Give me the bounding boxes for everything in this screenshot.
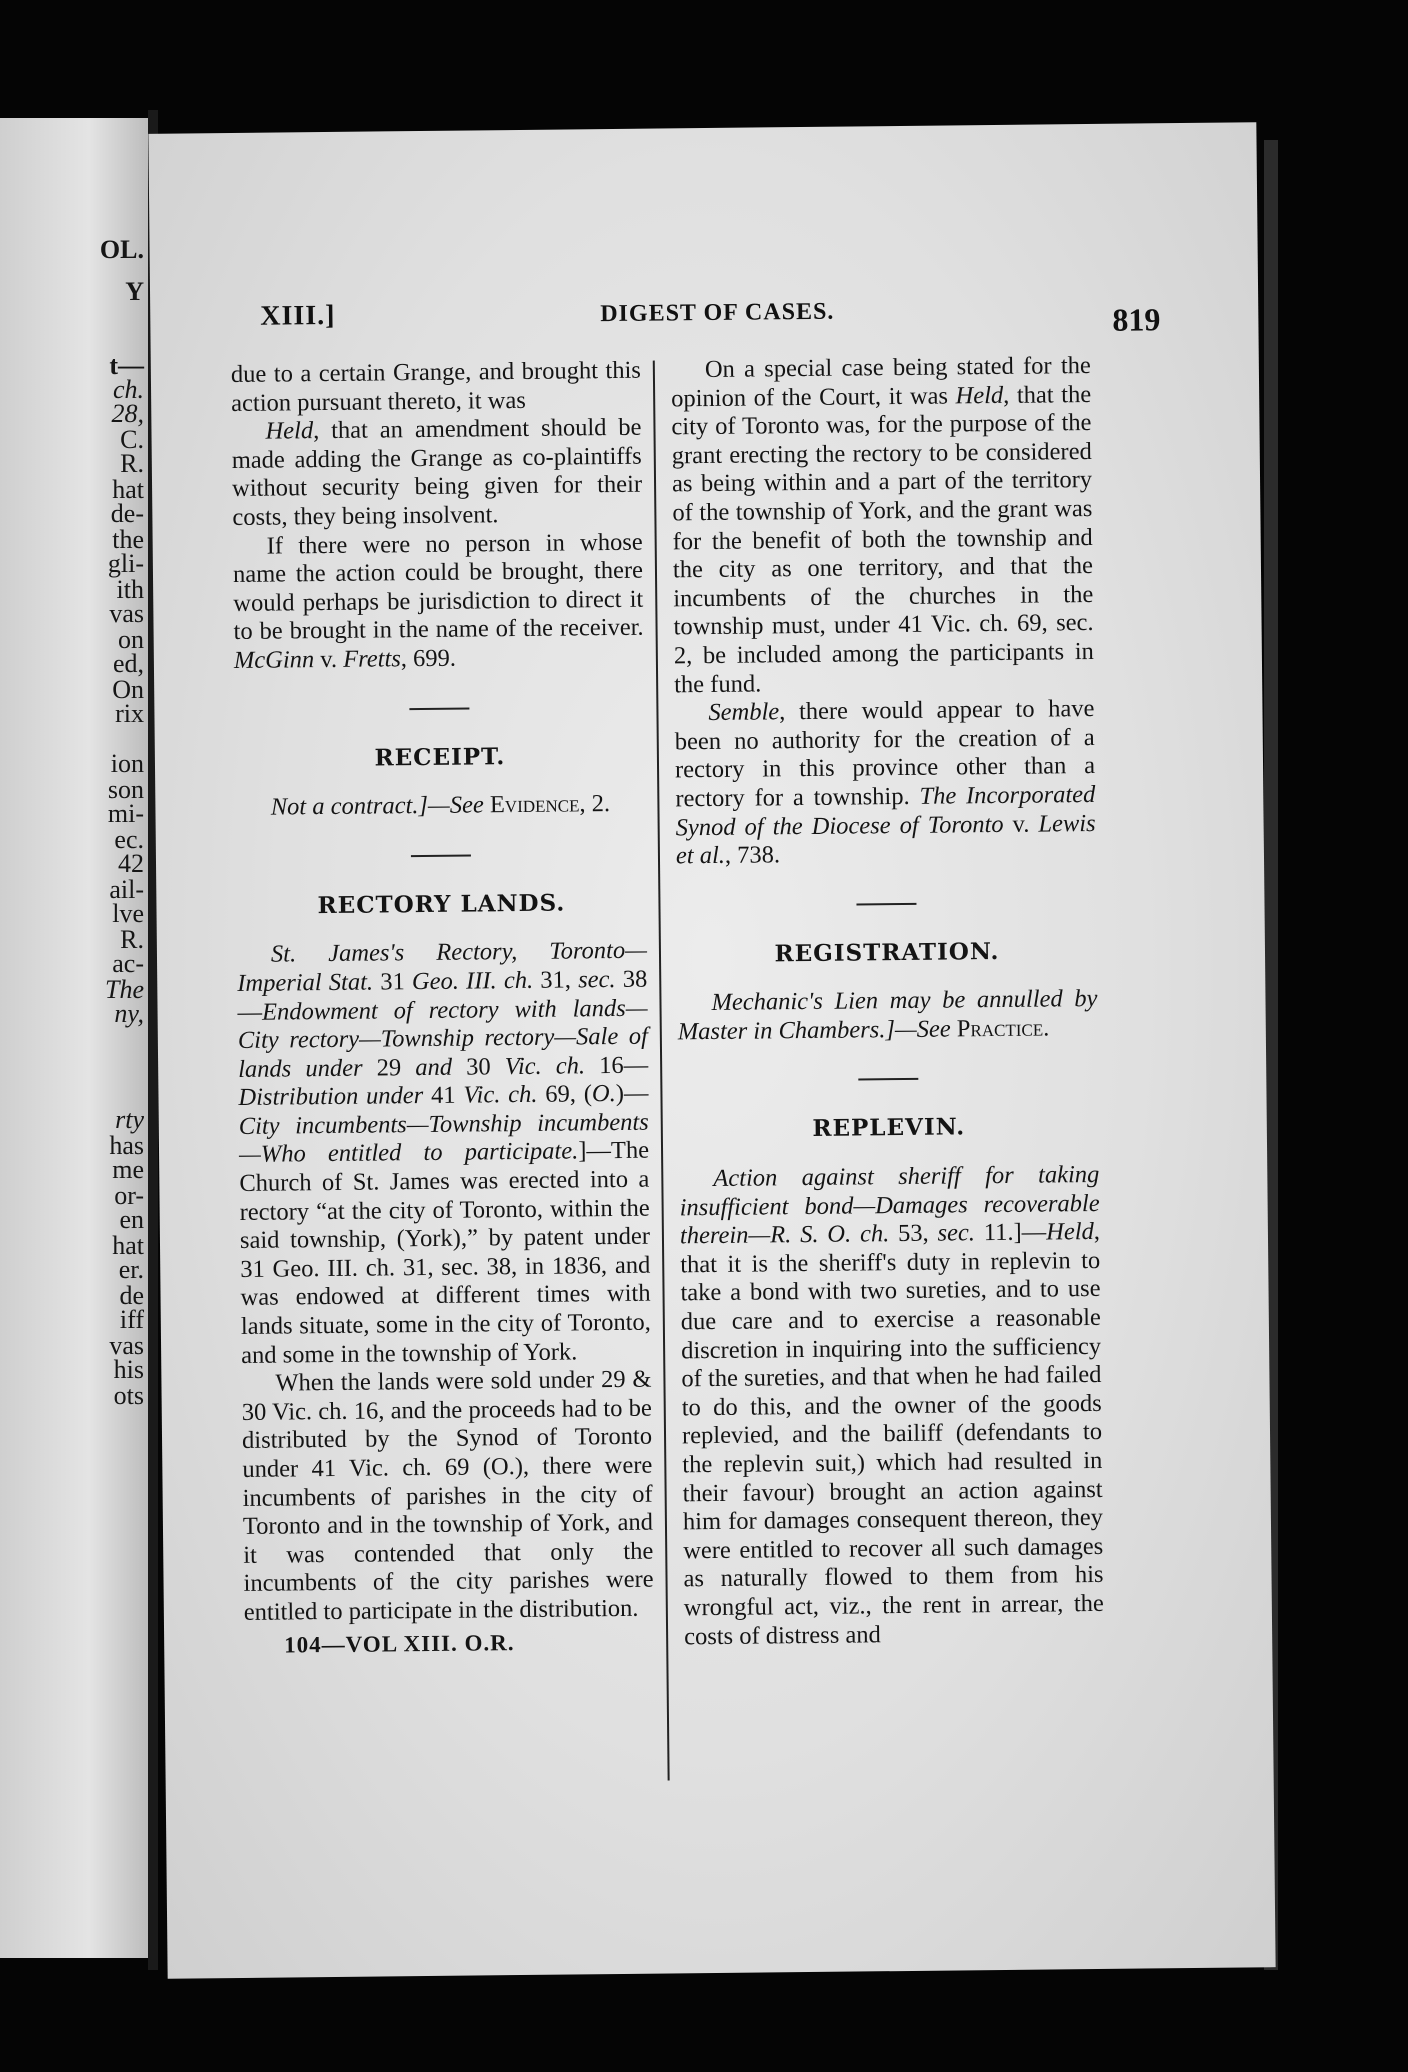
rectory-headnote-13: Distribution under — [238, 1082, 424, 1112]
page-number: 819 — [1112, 301, 1161, 338]
facing-page-text: iff — [119, 1305, 144, 1334]
page-title: DIGEST OF CASES. — [600, 298, 835, 328]
case-name: McGinn — [233, 646, 315, 674]
receipt-heading: RECEIPT. — [374, 742, 506, 772]
registration-note-end: . — [1043, 1014, 1050, 1042]
facing-page-text: ion — [110, 749, 144, 778]
facing-page-text: ed, — [112, 649, 144, 678]
rectory-headnote-16: 69, ( — [537, 1080, 593, 1109]
facing-page-text: has — [109, 1131, 144, 1160]
replevin-paragraph — [679, 1161, 1104, 1651]
facing-page-text: vas — [109, 1331, 144, 1360]
grange-held-paragraph — [231, 414, 642, 533]
rectory-headnote-4: 31, — [533, 966, 579, 994]
facing-page-text: en — [119, 1205, 144, 1234]
rectory-paragraph — [237, 937, 651, 1370]
grange-intro: due to a certain Grange, and brought this action pursuant thereto, it was — [230, 356, 642, 417]
signature-footer: 104—VOL XIII. O.R. — [284, 1629, 515, 1658]
rectory-body: ]—The Church of St. James was erected into a rectory “at the city of Toronto, within the said township, (York),” by patent under 31 Geo. III. ch. 31, sec. 38, in 1836, and was endowed at different times with lands situate, some in the city of Toronto, and some in the township of York. — [239, 1137, 651, 1369]
registration-note-ref: Practice — [956, 1014, 1044, 1043]
facing-page-text: OL. — [99, 235, 144, 264]
replevin-headnote-1: Action against sheriff for taking insufficient bond—Damages recoverable therein—R. S. O. ch. — [679, 1161, 1100, 1250]
facing-page-text: mi- — [107, 799, 144, 828]
receipt-note-see: ]—See — [418, 791, 491, 820]
facing-page-text: hat — [112, 1231, 144, 1260]
facing-page-text: ec. — [114, 825, 144, 854]
section-rule — [858, 1078, 918, 1081]
rectory-headnote-17: O. — [591, 1080, 616, 1108]
lands-sold-paragraph: When the lands were sold under 29 & 30 Vic. ch. 16, and the proceeds had to be distributed by the Synod of Toronto under 41 Vic. ch. 69 (O.), there were incumbents of parishes in the city of Toronto and in the township of York, and it was contended that only the incumbents of the city parishes were entitled to participate in the distribution. — [241, 1365, 654, 1626]
facing-page-text: the — [112, 525, 144, 554]
receipt-note-ref: Evidence — [489, 790, 580, 819]
receipt-note-italic: Not a contract. — [270, 792, 419, 821]
case-name: The Incorporated Synod of the Diocese of Toronto — [675, 780, 1096, 841]
column-divider — [653, 361, 670, 1781]
registration-note — [677, 985, 1098, 1047]
case-name-2: Fretts — [343, 645, 401, 673]
facing-page-text: ac- — [112, 949, 144, 978]
facing-page-text: son — [107, 775, 144, 804]
facing-page-text: his — [113, 1355, 144, 1384]
rectory-headnote-9: and — [415, 1053, 453, 1081]
special-case-paragraph — [671, 352, 1095, 700]
receipt-note-end: , 2. — [579, 790, 611, 818]
case-page: , 699. — [400, 644, 457, 673]
section-rule — [411, 854, 471, 857]
held-text: , that the city of Toronto was, for the purpose of the grant erecting the rectory to be considered as being within and a part of the territory of the township of York, and the grant was for the benefit of both the township and the city as one territory, and that the incumbents of the churches in the township must, under 41 Vic. ch. 69, sec. 2, be included among the participants in the fund. — [671, 380, 1094, 698]
semble-paragraph — [674, 695, 1096, 871]
facing-page-text: vas — [109, 599, 144, 628]
facing-page-text: de- — [110, 499, 144, 528]
receiver-paragraph — [233, 528, 644, 675]
facing-page-text: ch. — [112, 375, 144, 404]
registration-heading: REGISTRATION. — [774, 937, 1000, 968]
facing-page-text: R. — [120, 925, 144, 954]
facing-page-text: ny, — [114, 999, 144, 1028]
facing-page-text: rty — [115, 1105, 144, 1134]
facing-page-text: rix — [115, 699, 144, 728]
semble-text: , there would appear to have been no authority for the creation of a rectory in this province other than a rectory for a township. — [674, 695, 1096, 813]
book-page — [148, 122, 1275, 1979]
rectory-headnote-5: sec. — [578, 965, 616, 994]
replevin-headnote-3: sec. — [937, 1219, 976, 1247]
case-v: v. — [1003, 810, 1039, 838]
facing-page-text: On — [112, 675, 144, 704]
replevin-body: , that it is the sheriff's duty in replevin to take a bond with two sureties, and to use due care and to exercise a reasonable discretion in inquiring into the sufficiency of the sureties, and that when he had failed to do this, and the owner of the goods replevied, and the bailiff (defendants to the replevin suit,) which had resulted in their favour) brought an action against him for damages consequent thereon, they were entitled to recover all such damages as naturally flowed to them from his wrongful act, viz., the rent in arrear, the costs of distress and — [680, 1218, 1104, 1650]
facing-page-text: de — [119, 1281, 144, 1310]
section-rule — [856, 903, 916, 906]
rectory-headnote-12: 16— — [584, 1051, 649, 1080]
rectory-heading: RECTORY LANDS. — [317, 889, 566, 919]
receipt-note — [235, 790, 645, 823]
rectory-headnote-18: )— — [615, 1079, 649, 1108]
volume-label: XIII.] — [260, 299, 336, 332]
facing-page-text: or- — [114, 1181, 144, 1210]
facing-page-fragment — [0, 118, 148, 1958]
rectory-headnote-8: 29 — [362, 1053, 416, 1082]
facing-page-text: hat — [112, 475, 144, 504]
section-rule — [409, 707, 469, 710]
facing-page-text: ail- — [109, 875, 144, 904]
rectory-headnote-10: 30 — [451, 1052, 505, 1081]
facing-page-text: ots — [113, 1381, 144, 1410]
facing-page-text: t— — [109, 351, 144, 380]
rectory-headnote-11: Vic. ch. — [504, 1052, 586, 1080]
facing-page-text: R. — [120, 449, 144, 478]
case-page: , 738. — [724, 841, 781, 869]
rectory-headnote-15: Vic. ch. — [463, 1081, 538, 1109]
rectory-headnote-7: Endowment of rectory with lands—City rectory—Township rectory—Sale of lands under — [237, 994, 648, 1083]
rectory-headnote-1: St. James's Rectory, Toronto—Imperial Stat. — [237, 936, 648, 997]
case-name-2: Lewis et al. — [675, 809, 1096, 870]
case-v: v. — [314, 645, 344, 674]
rectory-headnote-6: 38— — [237, 965, 648, 1026]
rectory-headnote-2: 31 — [372, 968, 413, 996]
held-label: Held — [1046, 1218, 1094, 1246]
facing-page-text: C. — [120, 425, 144, 454]
registration-note-italic: Mechanic's Lien may be annulled by Master in Chambers. — [677, 985, 1098, 1046]
facing-page-text: ith — [116, 575, 144, 604]
rectory-headnote-19: City incumbents—Township incumbents—Who entitled to participate. — [238, 1108, 649, 1169]
left-column — [231, 357, 655, 1660]
rectory-headnote-14: 41 — [423, 1081, 464, 1110]
facing-page-text: on — [118, 625, 144, 654]
facing-page-text: 28, — [111, 399, 144, 428]
facing-page-text: Y — [125, 277, 144, 306]
replevin-heading: REPLEVIN. — [812, 1113, 966, 1143]
replevin-headnote-4: 11.]— — [974, 1218, 1047, 1247]
facing-page-text: lve — [112, 899, 144, 928]
running-header — [260, 291, 1161, 350]
held-text: , that an amendment should be made adding the Grange as co-plaintiffs without security being given for their costs, they being insolvent. — [231, 413, 643, 531]
facing-page-text: The — [105, 975, 144, 1004]
right-column — [671, 352, 1105, 1651]
facing-page-text: 42 — [118, 849, 144, 878]
facing-page-text: er. — [118, 1255, 144, 1284]
special-case-text: On a special case being stated for the opinion of the Court, it was — [671, 351, 1091, 412]
facing-page-text: gli- — [107, 549, 144, 578]
semble-label: Semble — [708, 698, 780, 727]
held-label: Held — [955, 381, 1004, 410]
facing-page-text: me — [112, 1155, 144, 1184]
held-label: Held — [265, 417, 314, 445]
replevin-headnote-2: 53, — [889, 1219, 938, 1248]
rectory-headnote-3: Geo. III. ch. — [411, 966, 534, 996]
registration-note-see: ]—See — [885, 1015, 957, 1044]
receiver-text: If there were no person in whose name the action could be brought, there would perhaps be jurisdiction to direct it to be brought in the name of the receiver. — [232, 528, 644, 646]
